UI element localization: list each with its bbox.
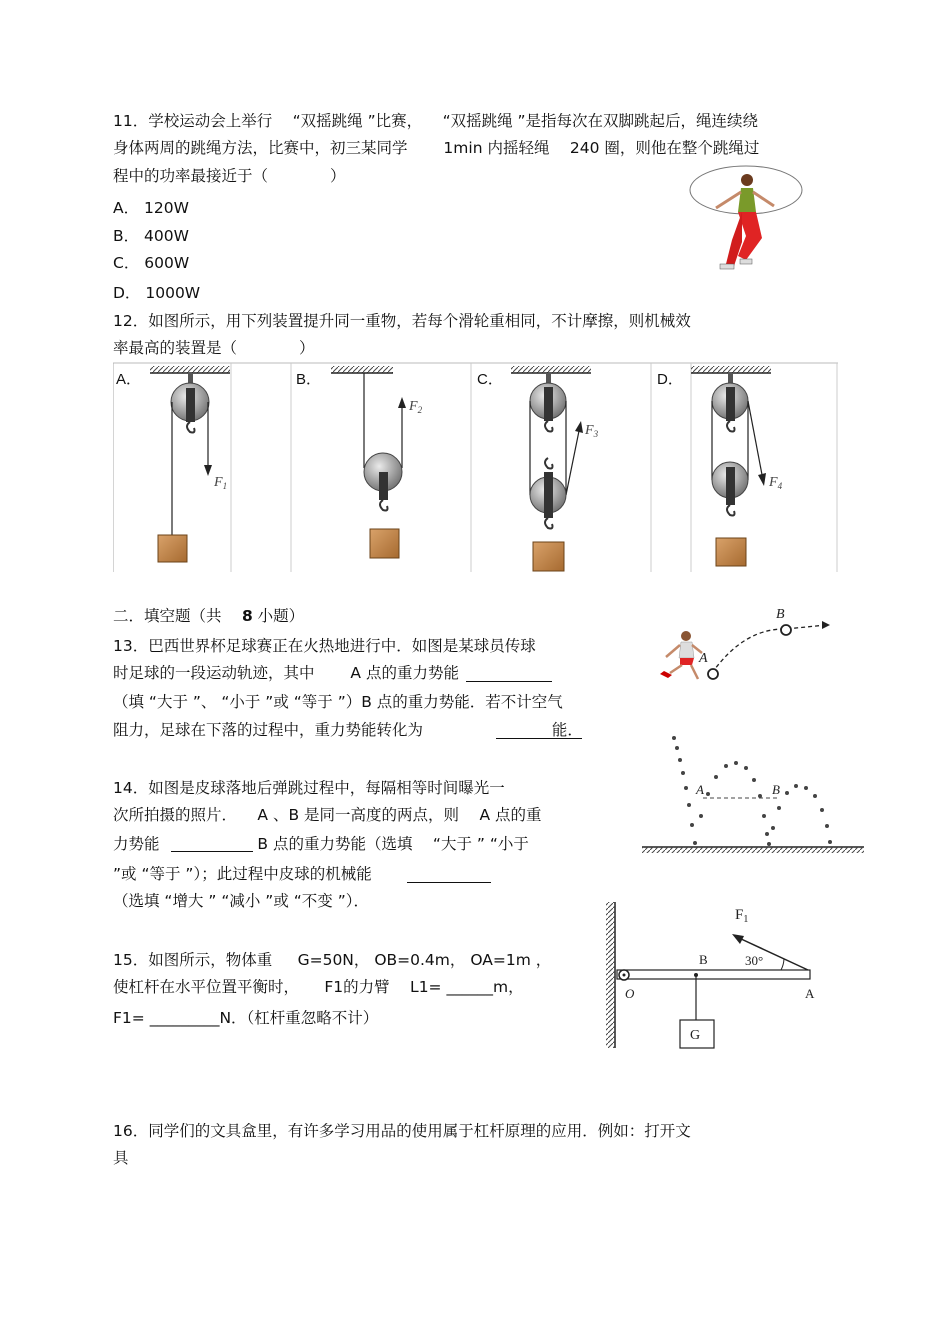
skipper-shoe (720, 264, 734, 269)
force-arrow-d (758, 473, 766, 486)
q13-line3: （填 “大于 ”、 “小于 ”或 “等于 ”）B 点的重力势能．若不计空气 (113, 693, 563, 711)
ground-hatch (642, 847, 864, 853)
option-label-d: D． (657, 371, 683, 388)
q11-option-c: C． 600W (113, 254, 190, 272)
rope-skipper-figure (686, 160, 806, 278)
angle-label: 30° (745, 953, 764, 968)
option-label-a: A． (116, 371, 142, 388)
label-a: A (805, 986, 815, 1001)
ball-trail-3 (771, 784, 832, 844)
ceiling-a (150, 366, 230, 373)
point-a-label: A (699, 651, 708, 666)
q15-line3: F1= _________N．（杠杆重忽略不计） (113, 1009, 379, 1027)
q11-option-b: B． 400W (113, 227, 189, 245)
force-arrow-b (398, 397, 406, 408)
weight-g-label: G (690, 1028, 701, 1043)
pulley-setup-a (150, 366, 230, 562)
q12-line2: 率最高的装置是（ ） (113, 339, 315, 357)
q15-line1: 15．如图所示，物体重 G=50N， OB=0.4m， OA=1m ， (113, 951, 552, 969)
q13-line2 (113, 663, 552, 683)
section-heading (113, 606, 304, 626)
trajectory-path (712, 625, 826, 673)
option-label-b: B． (296, 371, 322, 388)
player-legs (670, 665, 698, 679)
rope-d-3 (748, 401, 763, 480)
pulley-d-bottom-axle (726, 467, 735, 505)
q12-line1: 12．如图所示，用下列装置提升同一重物，若每个滑轮重相同，不计摩擦，则机械效 (113, 312, 691, 330)
q11-option-d: D． 1000W (113, 284, 201, 302)
q15-line2: 使杠杆在水平位置平衡时， F1的力臂 L1= ______m， (113, 978, 524, 996)
force-f1-label: $F_1$ (735, 907, 749, 925)
football-trajectory-figure (654, 603, 834, 681)
q14-line4 (113, 864, 491, 884)
point-b-label: B (776, 607, 785, 622)
label-b: B (699, 952, 708, 967)
rope-c-3 (566, 426, 580, 495)
q14-blank-2[interactable] (407, 882, 491, 883)
bounce-point-b-label: B (772, 782, 780, 797)
force-arrow-a (204, 465, 212, 476)
ball-trail-2 (699, 761, 771, 846)
bouncing-ball-figure (640, 730, 866, 856)
pulley-setup-d (691, 366, 783, 566)
lever-figure (603, 898, 829, 1056)
ceiling-d (691, 366, 771, 373)
section-question-count: 8 (241, 607, 253, 625)
force-f1-arrowhead (732, 934, 744, 944)
q13-line1: 13．巴西世界杯足球赛正在火热地进行中．如图是某球员传球 (113, 637, 536, 655)
pulley-c-top-axle (544, 387, 553, 421)
q14-blank-1[interactable] (171, 851, 253, 852)
q11-line1: 11．学校运动会上举行 “双摇跳绳 ”比赛， “双摇跳绳 ”是指每次在双脚跳起后，绳连续绕 (113, 112, 759, 130)
pulley-c-bottom-hook (545, 518, 553, 529)
ball-trail-1 (672, 736, 697, 845)
q11-option-a: A． 120W (113, 199, 189, 217)
pulley-a-hook (187, 422, 195, 433)
force-label-f2: $F_2$ (409, 399, 423, 415)
weight-box-b (370, 529, 399, 558)
trajectory-arrow (822, 621, 830, 629)
force-label-f4: $F_4$ (769, 475, 783, 491)
force-label-f3: $F_3$ (585, 423, 599, 439)
pulley-c-mid-hook (545, 458, 553, 469)
player-shirt (679, 642, 694, 658)
ceiling-b (331, 366, 393, 373)
skipper-leg (726, 212, 742, 266)
pulley-setup-b (331, 366, 423, 558)
pulley-d-bottom-hook (727, 505, 735, 516)
ball-at-a (708, 669, 718, 679)
section-heading-prefix: 二．填空题（共 (113, 607, 242, 625)
q14-line4-text: ”或 “等于 ”）；此过程中皮球的机械能 (113, 865, 377, 883)
pulley-setup-c (511, 366, 599, 571)
skipper-shoe-2 (740, 259, 752, 264)
option-label-c: C． (477, 371, 503, 388)
q11-line3: 程中的功率最接近于（ ） (113, 167, 346, 185)
angle-arc (781, 959, 784, 970)
label-o: O (625, 986, 635, 1001)
ceiling-c (511, 366, 591, 373)
q13-blank-1[interactable] (466, 681, 552, 682)
lever-bar (617, 970, 810, 979)
pulley-figures (113, 362, 838, 574)
q13-blank-2[interactable] (496, 738, 582, 739)
q16-line2: 具 (113, 1149, 129, 1167)
skipper-head (741, 174, 753, 186)
q16-line1: 16．同学们的文具盒里，有许多学习用品的使用属于杠杆原理的应用．例如：打开文 (113, 1122, 691, 1140)
q14-line5: （选填 “增大 ” “减小 ”或 “不变 ”）． (113, 892, 369, 910)
pivot-center (623, 974, 626, 977)
pulley-b-hook (380, 500, 388, 511)
pulley-d-top-hook (727, 421, 735, 432)
player-head (681, 631, 691, 641)
q13-line2-text: 时足球的一段运动轨迹，其中 A 点的重力势能 (113, 664, 464, 682)
pulley-d-top-axle (726, 387, 735, 421)
pulley-b-axle-block (379, 472, 388, 500)
force-arrow-c (575, 421, 583, 433)
pulley-a-axle-block (186, 388, 195, 422)
q11-line2: 身体两周的跳绳方法，比赛中，初三某同学 1min 内摇轻绳 240 圈，则他在整个跳绳过 (113, 139, 760, 157)
weight-box-a (158, 535, 187, 562)
weight-box-d (716, 538, 746, 566)
force-label-f1: $F_1$ (214, 475, 228, 491)
section-heading-suffix: 小题） (252, 607, 305, 625)
weight-box-c (533, 542, 564, 571)
q14-line3: 力势能 B 点的重力势能（选填 “大于 ” “小于 (113, 835, 529, 853)
q14-line1: 14．如图是皮球落地后弹跳过程中，每隔相等时间曝光一 (113, 779, 505, 797)
player-shorts (680, 658, 694, 665)
point-b-dot (694, 973, 698, 977)
pulley-c-bottom-axle (544, 472, 553, 518)
ball-at-b (781, 625, 791, 635)
q14-line2: 次所拍摄的照片． A 、B 是同一高度的两点，则 A 点的重 (113, 806, 542, 824)
bounce-point-a-label: A (696, 782, 704, 797)
pulley-c-top-hook (545, 421, 553, 432)
q13-line4: 阻力，足球在下落的过程中，重力势能转化为 能． (113, 721, 583, 739)
wall-hatch (606, 902, 615, 1048)
